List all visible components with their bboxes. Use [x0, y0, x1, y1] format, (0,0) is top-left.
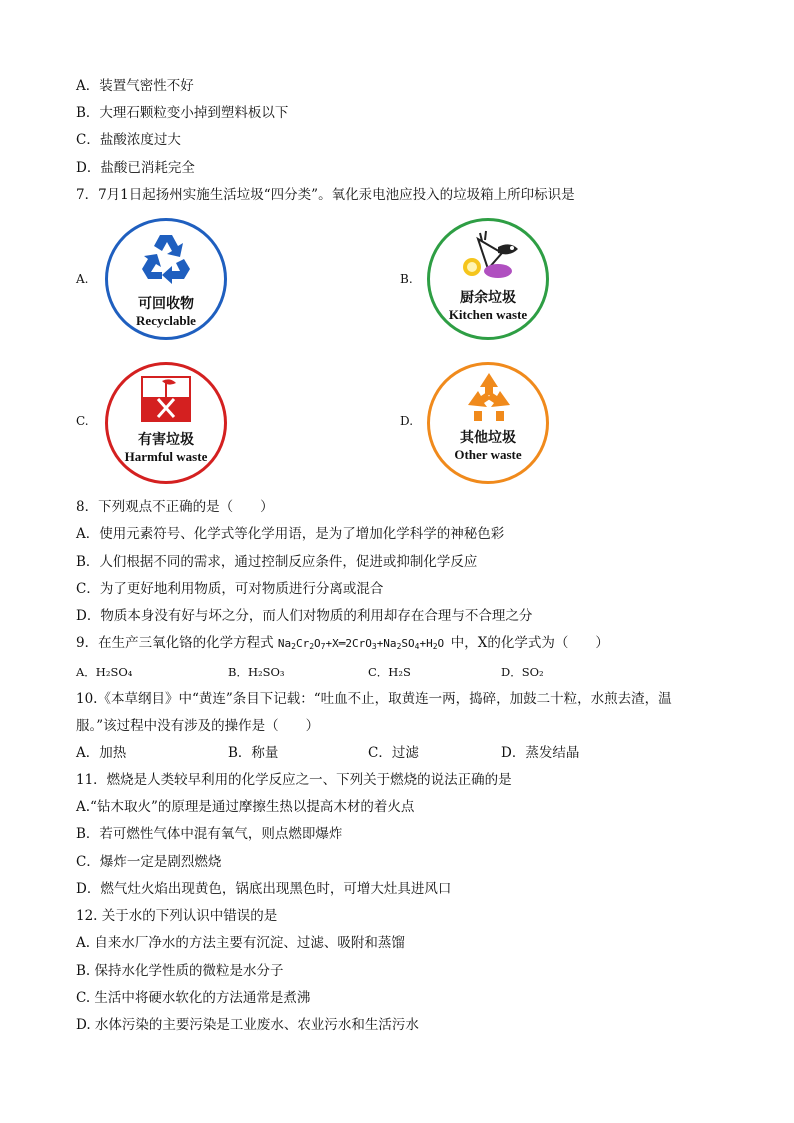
- harmful-waste-cn: 有害垃圾: [138, 432, 194, 448]
- q12-option-c: C. 生活中将硬水软化的方法通常是煮沸: [76, 990, 311, 1006]
- q10-option-c: C．过滤: [368, 745, 419, 761]
- q6-option-d: D．盐酸已消耗完全: [76, 160, 195, 176]
- other-waste-cn: 其他垃圾: [460, 430, 516, 446]
- kitchen-waste-cn: 厨余垃圾: [460, 290, 516, 306]
- harmful-waste-en: Harmful waste: [124, 449, 208, 464]
- q8-option-c: C．为了更好地利用物质，可对物质进行分离或混合: [76, 581, 384, 597]
- q10-stem-line2: 服。”该过程中没有涉及的操作是（ ）: [76, 718, 320, 734]
- q7-label-d: D.: [400, 414, 414, 428]
- q7-label-b: B.: [400, 272, 413, 286]
- q10-options: [76, 743, 676, 763]
- recyclable-cn: 可回收物: [138, 296, 194, 312]
- q11-option-b: B．若可燃性气体中混有氧气，则点燃即爆炸: [76, 826, 343, 842]
- q9-options: [76, 662, 676, 682]
- q11-option-d: D．燃气灶火焰出现黄色，锅底出现黑色时，可增大灶具进风口: [76, 881, 452, 897]
- other-waste-en: Other waste: [454, 447, 522, 462]
- battery-hazard-icon: [140, 375, 192, 423]
- q11-stem: 11．燃烧是人类较早利用的化学反应之一、下列关于燃烧的说法正确的是: [76, 772, 512, 788]
- other-waste-arrows-icon: [464, 371, 514, 423]
- q9-stem-suffix: 中，X的化学式为（ ）: [450, 635, 609, 651]
- q11-option-c: C．爆炸一定是剧烈燃烧: [76, 854, 222, 870]
- q12-option-a: A. 自来水厂净水的方法主要有沉淀、过滤、吸附和蒸馏: [76, 935, 405, 951]
- q7-stem: 7．7月1日起扬州实施生活垃圾“四分类”。氧化汞电池应投入的垃圾箱上所印标识是: [76, 187, 575, 203]
- q6-option-a: A．装置气密性不好: [76, 78, 194, 94]
- q6-option-c: C．盐酸浓度过大: [76, 132, 181, 148]
- q10-option-a: A．加热: [76, 745, 127, 761]
- q8-option-b: B．人们根据不同的需求，通过控制反应条件，促进或抑制化学反应: [76, 554, 478, 570]
- recycle-icon: [138, 229, 194, 285]
- recyclable-badge: [105, 218, 227, 340]
- food-scraps-icon: [458, 225, 522, 285]
- q9-stem-prefix: 9．在生产三氧化铬的化学方程式: [76, 635, 274, 651]
- q9-equation: $Na_2Cr_2O_7+X═2CrO_3+Na_2SO_4+H_2O$: [277, 637, 451, 651]
- q8-option-a: A．使用元素符号、化学式等化学用语，是为了增加化学科学的神秘色彩: [76, 526, 505, 542]
- q11-option-a: A.“钻木取火”的原理是通过摩擦生热以提高木材的着火点: [76, 799, 415, 815]
- q9-stem: [76, 633, 609, 657]
- q10-option-b: B．称量: [228, 745, 279, 761]
- q9-option-a: A．H₂SO₄: [76, 665, 133, 679]
- q9-option-d: D．SO₂: [501, 665, 544, 679]
- q7-label-c: C.: [76, 414, 89, 428]
- recyclable-en: Recyclable: [136, 313, 196, 328]
- kitchen-waste-en: Kitchen waste: [448, 307, 528, 322]
- q12-stem: 12. 关于水的下列认识中错误的是: [76, 908, 278, 924]
- q12-option-d: D. 水体污染的主要污染是工业废水、农业污水和生活污水: [76, 1017, 419, 1033]
- kitchen-waste-badge: [427, 218, 549, 340]
- q10-option-d: D．蒸发结晶: [501, 745, 580, 761]
- q7-label-a: A.: [76, 272, 89, 286]
- q8-stem: 8．下列观点不正确的是（ ）: [76, 499, 274, 515]
- q10-stem-line1: 10.《本草纲目》中“黄连”条目下记载：“吐血不止，取黄连一两，捣碎，加鼓二十粒，水煎去渣，温: [76, 691, 672, 707]
- q9-option-b: B．H₂SO₃: [228, 665, 285, 679]
- q6-option-b: B．大理石颗粒变小掉到塑料板以下: [76, 105, 289, 121]
- q8-option-d: D．物质本身没有好与坏之分，而人们对物质的利用却存在合理与不合理之分: [76, 608, 533, 624]
- q9-option-c: C．H₂S: [368, 665, 411, 679]
- q12-option-b: B. 保持水化学性质的微粒是水分子: [76, 963, 284, 979]
- other-waste-badge: [427, 362, 549, 484]
- harmful-waste-badge: [105, 362, 227, 484]
